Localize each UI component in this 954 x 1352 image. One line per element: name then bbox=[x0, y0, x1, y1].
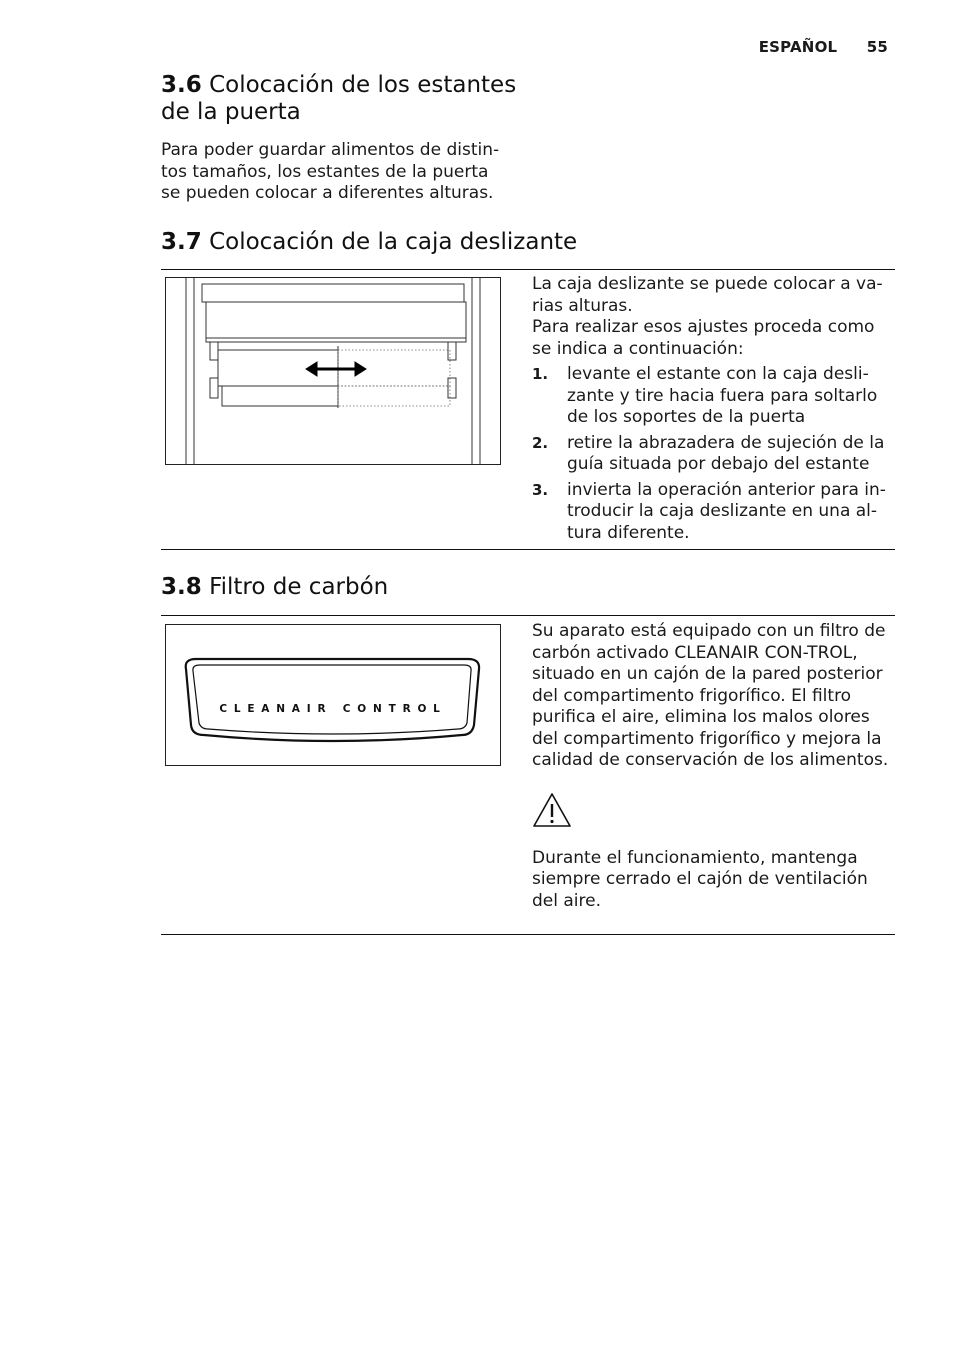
section-3-6-heading bbox=[161, 72, 541, 126]
language-label: ESPAÑOL bbox=[758, 38, 838, 56]
warning-text: Durante el funcionamiento, mantenga siempre cerrado el cajón de ventilación del aire. bbox=[532, 847, 868, 911]
section-title: Colocación de los estantes de la puerta bbox=[161, 72, 517, 125]
section-number: 3.7 bbox=[161, 229, 202, 255]
steps-list bbox=[532, 364, 892, 544]
cleanair-label: CLEANAIR CONTROL bbox=[219, 703, 447, 715]
step-number: 1. bbox=[532, 365, 549, 383]
step-number: 2. bbox=[532, 433, 549, 452]
step-number: 3. bbox=[532, 480, 549, 499]
cleanair-filter-illustration bbox=[165, 624, 501, 766]
section-number: 3.8 bbox=[161, 574, 202, 600]
section-divider bbox=[161, 549, 895, 550]
list-item bbox=[532, 480, 892, 545]
section-divider bbox=[161, 934, 895, 935]
section-3-7-heading bbox=[161, 229, 761, 256]
list-item bbox=[532, 433, 892, 476]
section-3-6-body: Para poder guardar alimentos de distin-tos tamaños, los estantes de la puerta se pueden colocar a diferentes alturas. bbox=[161, 140, 500, 203]
step-text: levante el estante con la caja desli-zante y tire hacia fuera para soltarlo de los soportes de la puerta bbox=[567, 364, 878, 427]
section-divider bbox=[161, 615, 895, 616]
cleanair-filter-drawing bbox=[166, 625, 500, 765]
section-title: Filtro de carbón bbox=[209, 574, 389, 600]
step-text: invierta la operación anterior para in-troducir la caja deslizante en una al-tura diferente. bbox=[567, 479, 886, 543]
sliding-box-intro: La caja deslizante se puede colocar a va-rias alturas. bbox=[532, 274, 883, 316]
section-3-8-heading bbox=[161, 574, 761, 601]
sliding-box-illustration bbox=[165, 277, 501, 465]
section-number: 3.6 bbox=[161, 72, 202, 98]
filter-description: Su aparato está equipado con un filtro de carbón activado CLEANAIR CON-TROL, situado en un cajón de la pared posterior del compartimento frigorífico. El filtro purifica el aire, elimina los malos olores del compartimento frigorífico y mejora la calidad de conservación de los alimentos. bbox=[532, 621, 889, 770]
section-3-8-text bbox=[532, 621, 892, 912]
list-item bbox=[532, 364, 892, 429]
step-text: retire la abrazadera de sujeción de la guía situada por debajo del estante bbox=[567, 432, 885, 474]
section-divider bbox=[161, 269, 895, 270]
sliding-box-drawing bbox=[166, 278, 500, 464]
section-title: Colocación de la caja deslizante bbox=[209, 229, 578, 255]
page-number: 55 bbox=[866, 38, 888, 56]
page-header bbox=[759, 38, 888, 56]
warning-triangle-icon bbox=[532, 792, 572, 828]
section-3-7-text bbox=[532, 274, 892, 548]
sliding-box-instructions-intro: Para realizar esos ajustes proceda como se indica a continuación: bbox=[532, 317, 875, 359]
